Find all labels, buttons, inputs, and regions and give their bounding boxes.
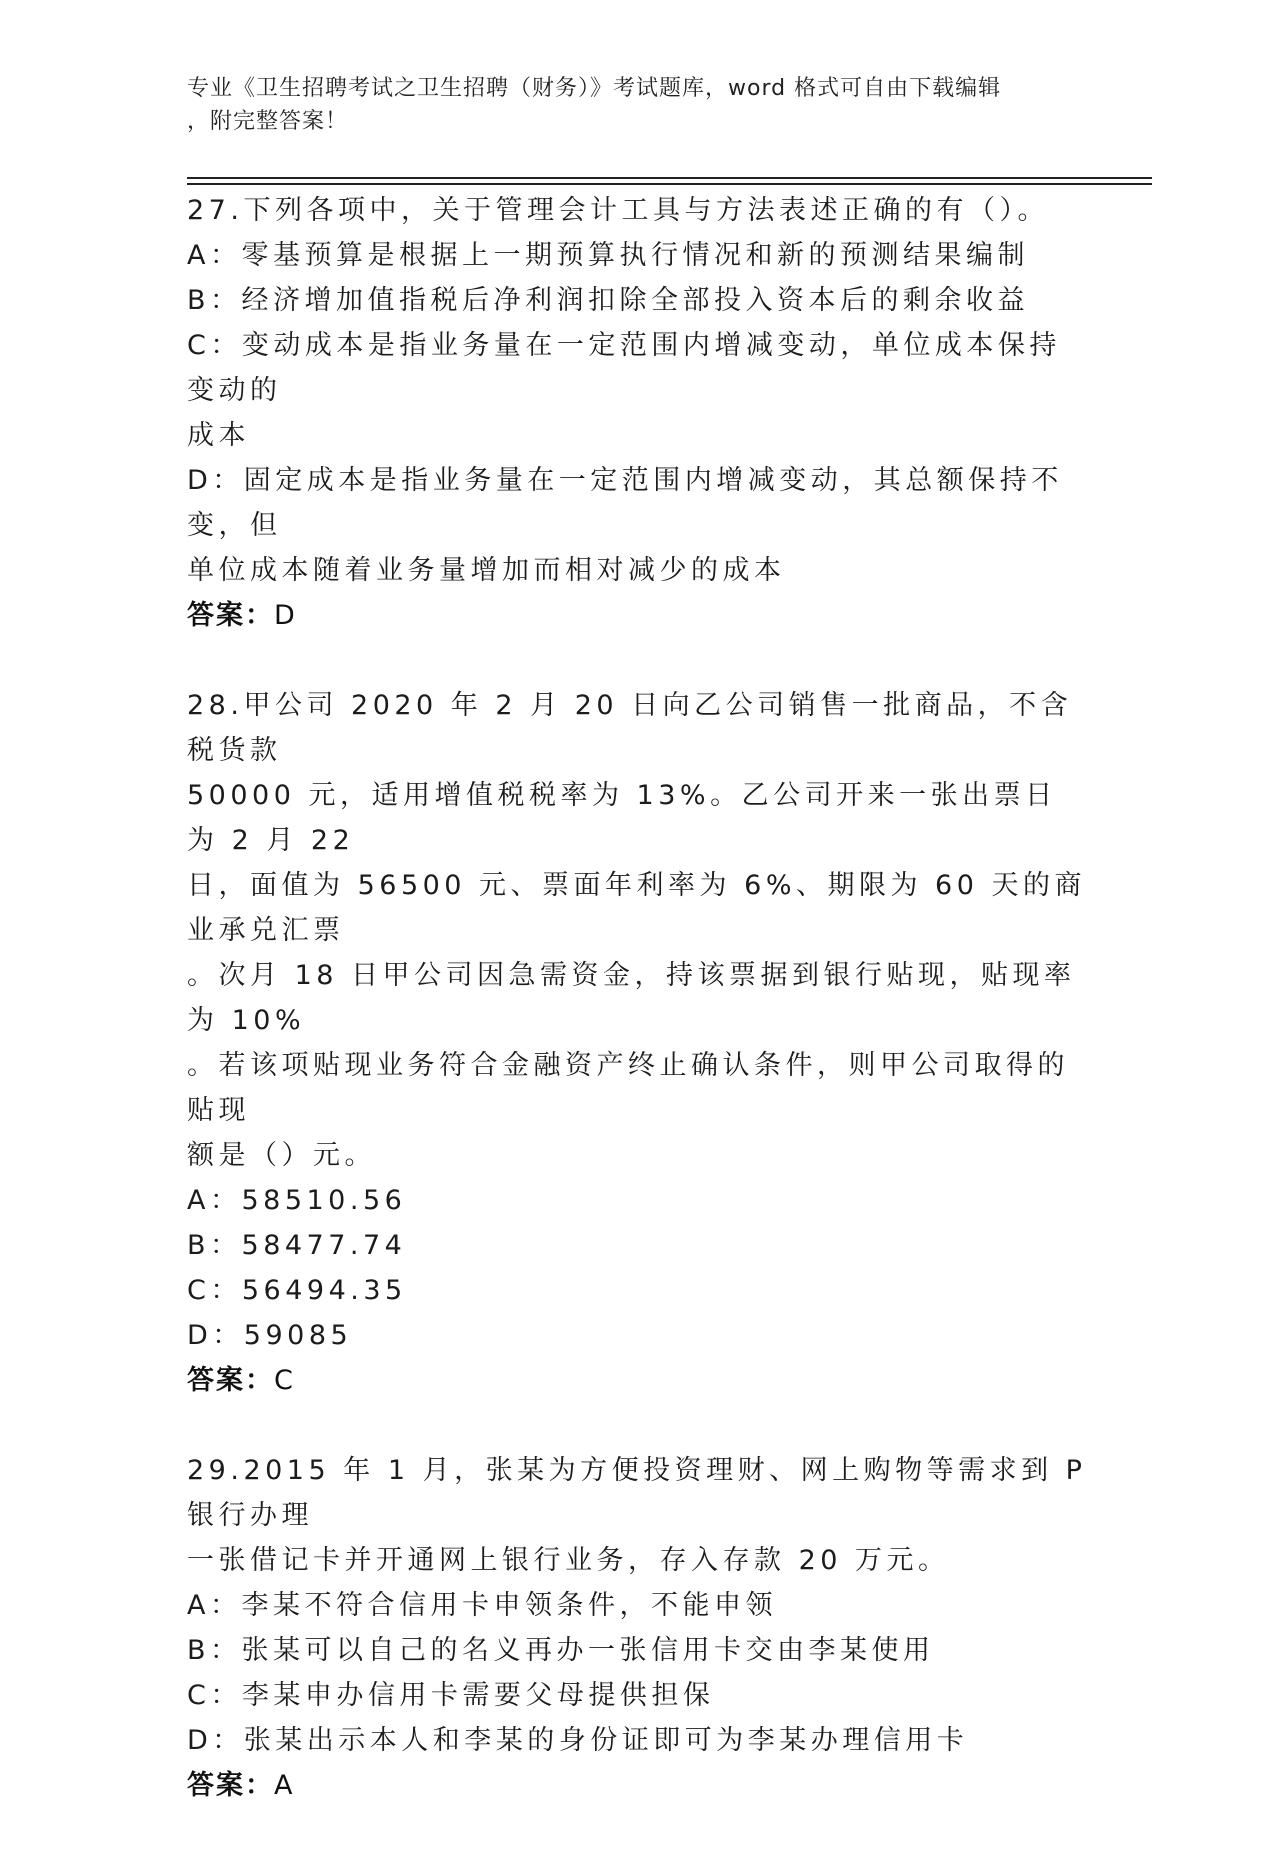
option-c: C：变动成本是指业务量在一定范围内增减变动，单位成本保持变动的 — [187, 330, 1061, 406]
header-line: 专业《卫生招聘考试之卫生招聘（财务）》考试题库，word 格式可自由下载编辑 — [187, 76, 1002, 101]
option-d: D：张某出示本人和李某的身份证即可为李某办理信用卡 — [187, 1725, 969, 1756]
option-d: D：固定成本是指业务量在一定范围内增减变动，其总额保持不变，但 — [187, 465, 1063, 541]
question-stem: 。若该项贴现业务符合金融资产终止确认条件，则甲公司取得的贴现 — [187, 1050, 1069, 1126]
question-27 — [187, 188, 1087, 638]
header-line: ，附完整答案！ — [187, 109, 349, 134]
answer-label: 答案： — [187, 600, 274, 631]
option-a: A：58510.56 — [187, 1185, 407, 1216]
document-header — [187, 72, 1067, 138]
answer-value: D — [274, 600, 297, 631]
question-stem: 日，面值为 56500 元、票面年利率为 6%、期限为 60 天的商业承兑汇票 — [187, 870, 1086, 946]
header-divider — [187, 183, 1152, 185]
answer — [187, 1763, 1087, 1808]
question-stem: 一张借记卡并开通网上银行业务，存入存款 20 万元。 — [187, 1545, 950, 1576]
question-stem: 额是（）元。 — [187, 1140, 376, 1171]
option-c: C：李某申办信用卡需要父母提供担保 — [187, 1680, 715, 1711]
option-b: B：张某可以自己的名义再办一张信用卡交由李某使用 — [187, 1635, 935, 1666]
question-stem: 。次月 18 日甲公司因急需资金，持该票据到银行贴现，贴现率为 10% — [187, 960, 1076, 1036]
question-29 — [187, 1448, 1087, 1808]
question-stem: 28.甲公司 2020 年 2 月 20 日向乙公司销售一批商品，不含税货款 — [187, 690, 1073, 766]
option-b: B：58477.74 — [187, 1230, 407, 1261]
answer-value: C — [274, 1365, 295, 1396]
option-d-continued: 单位成本随着业务量增加而相对减少的成本 — [187, 555, 786, 586]
question-list — [187, 188, 1087, 1853]
answer-label: 答案： — [187, 1770, 274, 1801]
answer — [187, 1358, 1087, 1403]
answer — [187, 593, 1087, 638]
option-b: B：经济增加值指税后净利润扣除全部投入资本后的剩余收益 — [187, 285, 1030, 316]
header-divider — [187, 177, 1152, 179]
question-28 — [187, 683, 1087, 1403]
question-stem: 27.下列各项中，关于管理会计工具与方法表述正确的有（）。 — [187, 195, 1049, 226]
answer-label: 答案： — [187, 1365, 274, 1396]
option-c-continued: 成本 — [187, 420, 250, 451]
answer-value: A — [274, 1770, 295, 1801]
option-a: A：李某不符合信用卡申领条件，不能申领 — [187, 1590, 777, 1621]
option-d: D：59085 — [187, 1320, 353, 1351]
question-stem: 29.2015 年 1 月，张某为方便投资理财、网上购物等需求到 P 银行办理 — [187, 1455, 1087, 1531]
option-a: A：零基预算是根据上一期预算执行情况和新的预测结果编制 — [187, 240, 1029, 271]
question-stem: 50000 元，适用增值税税率为 13%。乙公司开来一张出票日为 2 月 22 — [187, 780, 1057, 856]
option-c: C：56494.35 — [187, 1275, 407, 1306]
